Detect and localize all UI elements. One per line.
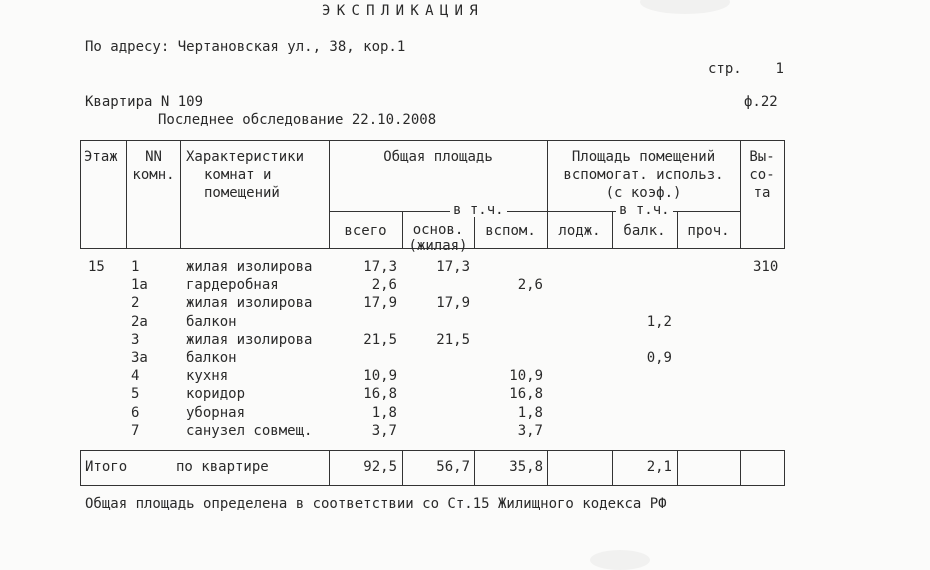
header-characteristics [186, 148, 304, 202]
last-survey-date: Последнее обследование 22.10.2008 [158, 112, 437, 128]
room-name: санузел совмещ. [186, 423, 313, 439]
room-aux-area: 2,6 [517, 277, 543, 293]
page-number: 1 [775, 61, 784, 77]
header-characteristics-line2: комнат и [204, 167, 272, 183]
header-total-area: Общая площадь [383, 149, 493, 165]
room-balcony-area: 1,2 [646, 314, 672, 330]
totals-aux: 35,8 [509, 459, 543, 475]
room-balcony-area: 0,9 [646, 350, 672, 366]
room-name: уборная [186, 405, 246, 421]
room-total-area: 2,6 [371, 277, 397, 293]
room-total-area: 17,3 [363, 259, 397, 275]
room-aux-area: 10,9 [509, 368, 543, 384]
header-height-line2: со- [749, 167, 775, 183]
header-aux-area-line1: Площадь помещений [571, 149, 716, 165]
room-name: гардеробная [186, 277, 279, 293]
room-total-area: 1,8 [371, 405, 397, 421]
header-floor: Этаж [84, 149, 118, 165]
room-number: 7 [131, 423, 140, 439]
room-number: 2а [131, 314, 148, 330]
header-aux-area-line3: (с коэф.) [605, 185, 682, 201]
totals-scope: по квартире [176, 459, 269, 475]
room-aux-area: 3,7 [517, 423, 543, 439]
room-main-area: 21,5 [436, 332, 470, 348]
header-aux-area-line2: вспомогат. использ. [563, 167, 724, 183]
room-total-area: 21,5 [363, 332, 397, 348]
room-main-area: 17,9 [436, 295, 470, 311]
header-total: всего [344, 223, 387, 239]
room-total-area: 10,9 [363, 368, 397, 384]
header-main-living [402, 222, 474, 254]
room-number: 1 [131, 259, 140, 275]
header-loggia: лодж. [558, 223, 601, 239]
header-aux: вспом. [485, 223, 536, 239]
room-number: 2 [131, 295, 140, 311]
room-total-area: 3,7 [371, 423, 397, 439]
header-height-line3: та [753, 185, 771, 201]
header-characteristics-line1: Характеристики [186, 149, 305, 165]
room-name: жилая изолирова [186, 332, 313, 348]
room-name: коридор [186, 386, 246, 402]
room-main-area: 17,3 [436, 259, 470, 275]
room-number: 4 [131, 368, 140, 384]
document-title: ЭКСПЛИКАЦИЯ [322, 3, 485, 19]
room-number: 6 [131, 405, 140, 421]
header-height-line1: Вы- [749, 149, 775, 165]
room-total-area: 17,9 [363, 295, 397, 311]
room-name: балкон [186, 314, 237, 330]
room-number: 5 [131, 386, 140, 402]
height-value: 310 [753, 259, 779, 275]
room-aux-area: 16,8 [509, 386, 543, 402]
scan-smudge [590, 550, 650, 570]
totals-label: Итого [85, 459, 128, 475]
totals-total: 92,5 [363, 459, 397, 475]
page-indicator [708, 62, 784, 76]
address-line: По адресу: Чертановская ул., 38, кор.1 [85, 39, 406, 55]
room-number: 3а [131, 350, 148, 366]
header-aux-area [547, 148, 740, 202]
room-number: 1а [131, 277, 148, 293]
footer-note: Общая площадь определена в соответствии со Ст.15 Жилищного кодекса РФ [85, 496, 667, 512]
header-main-line2: (жилая) [408, 238, 468, 254]
scan-smudge [640, 0, 730, 14]
form-number: ф.22 [744, 94, 778, 110]
totals-main: 56,7 [436, 459, 470, 475]
room-name: жилая изолирова [186, 295, 313, 311]
header-characteristics-line3: помещений [204, 185, 280, 201]
room-aux-area: 1,8 [517, 405, 543, 421]
room-name: кухня [186, 368, 229, 384]
room-name: балкон [186, 350, 237, 366]
floor-value: 15 [88, 259, 105, 275]
room-total-area: 16,8 [363, 386, 397, 402]
apartment-number: Квартира N 109 [85, 94, 204, 110]
header-height [740, 148, 784, 202]
header-room-number-line1: NN [145, 149, 162, 165]
header-room-number-line2: комн. [132, 167, 175, 183]
header-incl: в т.ч. [450, 203, 507, 217]
header-other: проч. [687, 223, 730, 239]
room-name: жилая изолирова [186, 259, 313, 275]
room-number: 3 [131, 332, 140, 348]
totals-balcony: 2,1 [646, 459, 672, 475]
header-room-number [127, 148, 180, 184]
header-incl-2: в т.ч. [616, 203, 673, 217]
page-label: стр. [708, 61, 742, 77]
header-balcony: балк. [623, 223, 666, 239]
header-main-line1: основ. [412, 222, 464, 238]
